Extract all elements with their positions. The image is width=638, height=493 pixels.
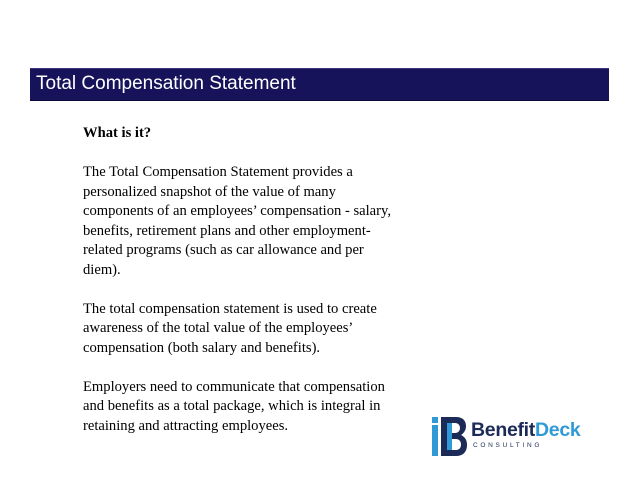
text-line: components of an employees’ compensation - salary, [83, 203, 391, 219]
text-line: related programs (such as car allowance and per [83, 242, 364, 258]
section-heading: What is it? [83, 125, 152, 141]
text-line: personalized snapshot of the value of many [83, 183, 336, 200]
text-line: Employers need to communicate that compensation [83, 378, 385, 395]
benefitdeck-logo [432, 416, 602, 458]
slide-title: Total Compensation Statement [36, 73, 296, 94]
text-line: awareness of the total value of the employees’ [83, 320, 354, 336]
text-line: and benefits as a total package, which is integral in [83, 398, 381, 414]
text-line: benefits, retirement plans and other employment- [83, 222, 371, 239]
paragraph-purpose [83, 300, 443, 359]
slide-body [83, 124, 443, 456]
text-line: compensation (both salary and benefits). [83, 339, 321, 356]
text-line: diem). [83, 261, 121, 278]
text-line: The total compensation statement is used to create [83, 300, 377, 317]
logo-word-deck: Deck [535, 419, 581, 441]
benefitdeck-b-icon [432, 416, 468, 458]
title-bar [30, 68, 609, 101]
logo-word-benefit: Benefit [471, 419, 535, 441]
paragraph-employers [83, 378, 443, 437]
logo-wordmark [471, 420, 580, 440]
text-line: retaining and attracting employees. [83, 417, 289, 434]
paragraph-description [83, 163, 443, 280]
text-line: The Total Compensation Statement provides a [83, 164, 353, 180]
logo-subtitle: CONSULTING [473, 442, 543, 449]
